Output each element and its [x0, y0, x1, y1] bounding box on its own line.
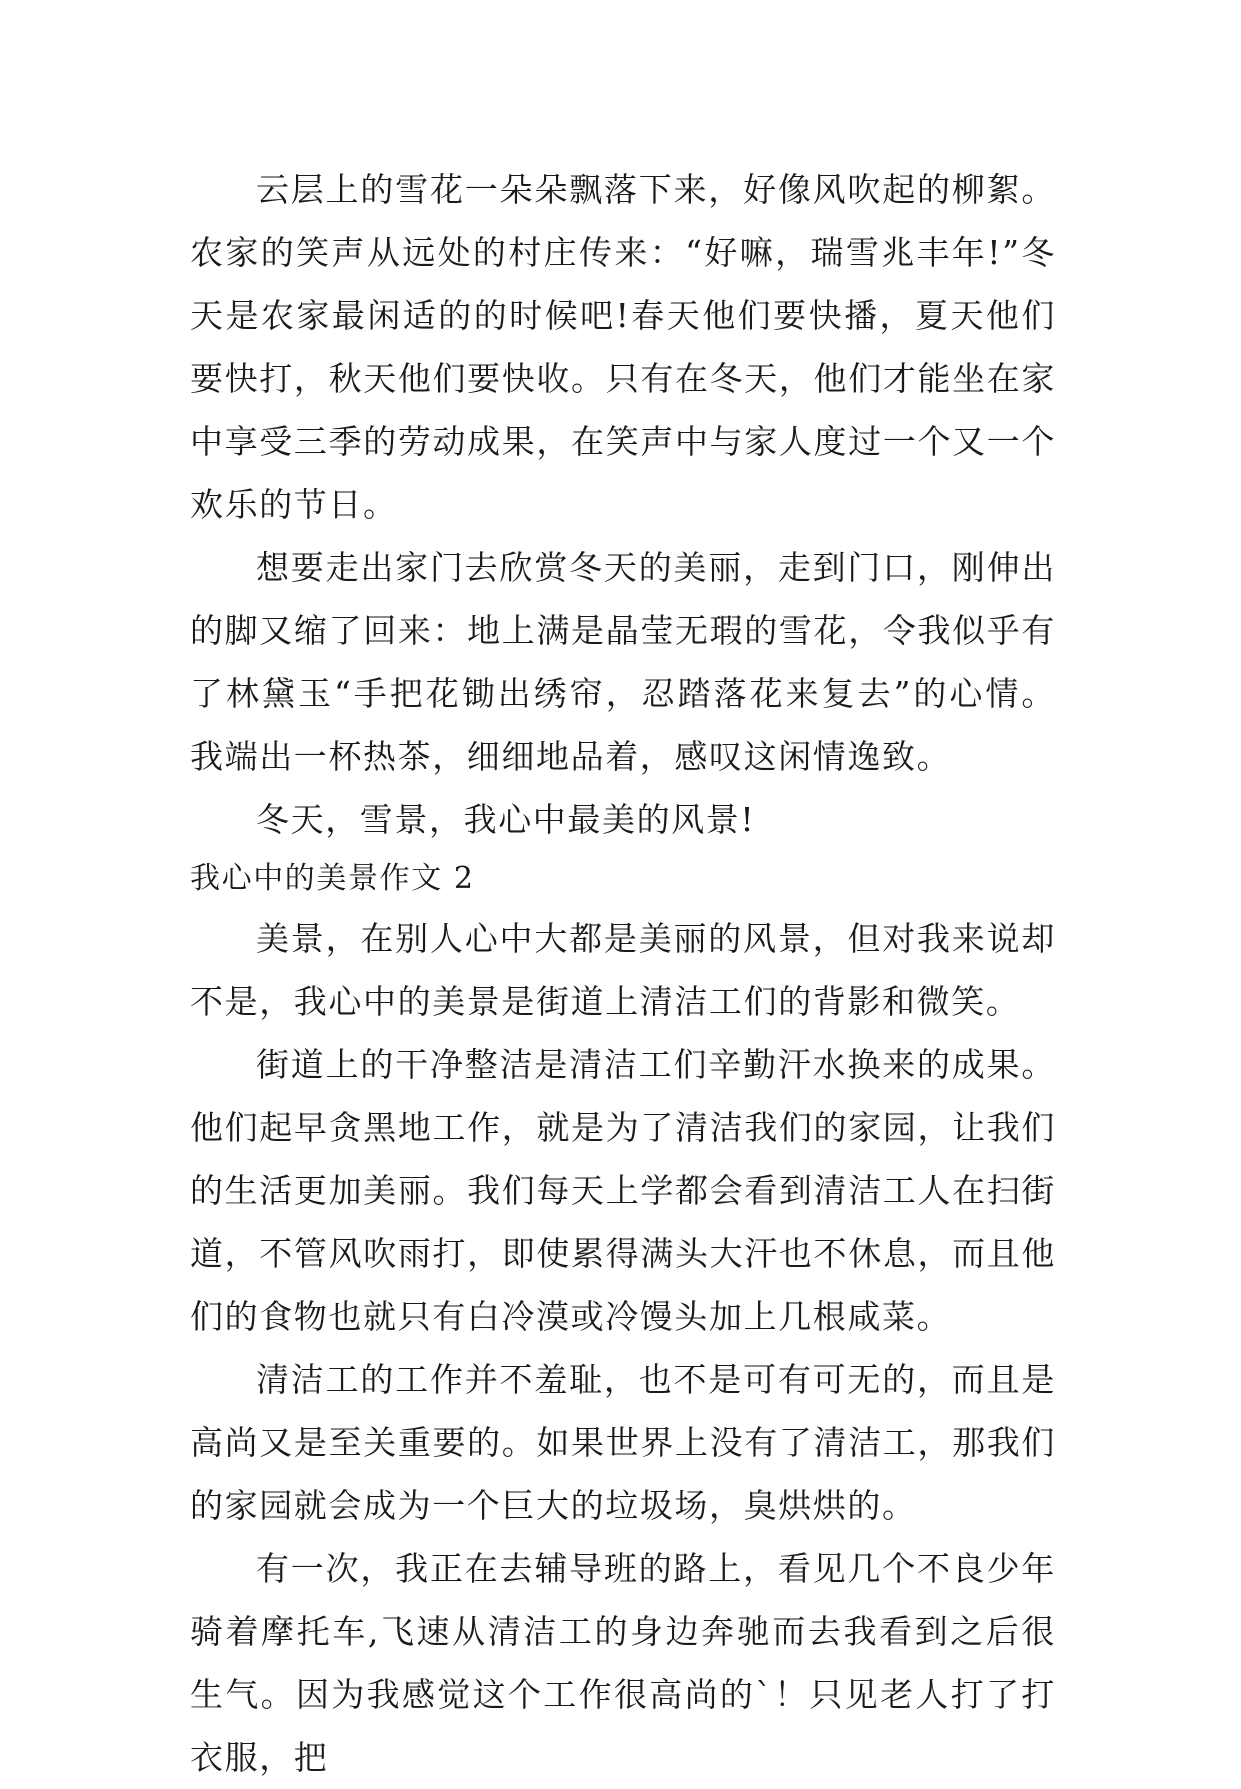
- paragraph-winter-scene: 冬天，雪景，我心中最美的风景!: [256, 800, 756, 839]
- paragraph-anecdote: 有一次，我正在去辅导班的路上，看见几个不良少年骑着摩托车,飞速从清洁工的身边奔驰而去我看到之后很生气。因为我感觉这个工作很高尚的`！只见老人打了打衣服，把: [190, 1549, 1056, 1777]
- paragraph-intro: 美景，在别人心中大都是美丽的风景，但对我来说却不是，我心中的美景是街道上清洁工们的背影和微笑。: [190, 919, 1056, 1021]
- paragraph-doorway: 想要走出家门去欣赏冬天的美丽，走到门口，刚伸出的脚又缩了回来：地上满是晶莹无瑕的雪花，令我似乎有了林黛玉“手把花锄出绣帘，忍踏落花来复去”的心情。我端出一杯热茶，细细地品着，感叹这闲情逸致。: [190, 548, 1056, 776]
- document-body: [190, 158, 1056, 1789]
- essay-heading: 我心中的美景作文 2: [190, 861, 475, 896]
- paragraph-snowfall: 云层上的雪花一朵朵飘落下来，好像风吹起的柳絮。农家的笑声从远处的村庄传来：“好嘛，瑞雪兆丰年!”冬天是农家最闲适的的时候吧!春天他们要快播，夏天他们要快打，秋天他们要快收。只有在冬天，他们才能坐在家中享受三季的劳动成果，在笑声中与家人度过一个又一个欢乐的节日。: [190, 170, 1056, 524]
- paragraph-cleaners-importance: 清洁工的工作并不羞耻，也不是可有可无的，而且是高尚又是至关重要的。如果世界上没有了清洁工，那我们的家园就会成为一个巨大的垃圾场，臭烘烘的。: [190, 1360, 1056, 1525]
- paragraph-cleaners-work: 街道上的干净整洁是清洁工们辛勤汗水换来的成果。他们起早贪黑地工作，就是为了清洁我们的家园，让我们的生活更加美丽。我们每天上学都会看到清洁工人在扫街道，不管风吹雨打，即使累得满头大汗也不休息，而且他们的食物也就只有白冷漠或冷馒头加上几根咸菜。: [190, 1045, 1056, 1336]
